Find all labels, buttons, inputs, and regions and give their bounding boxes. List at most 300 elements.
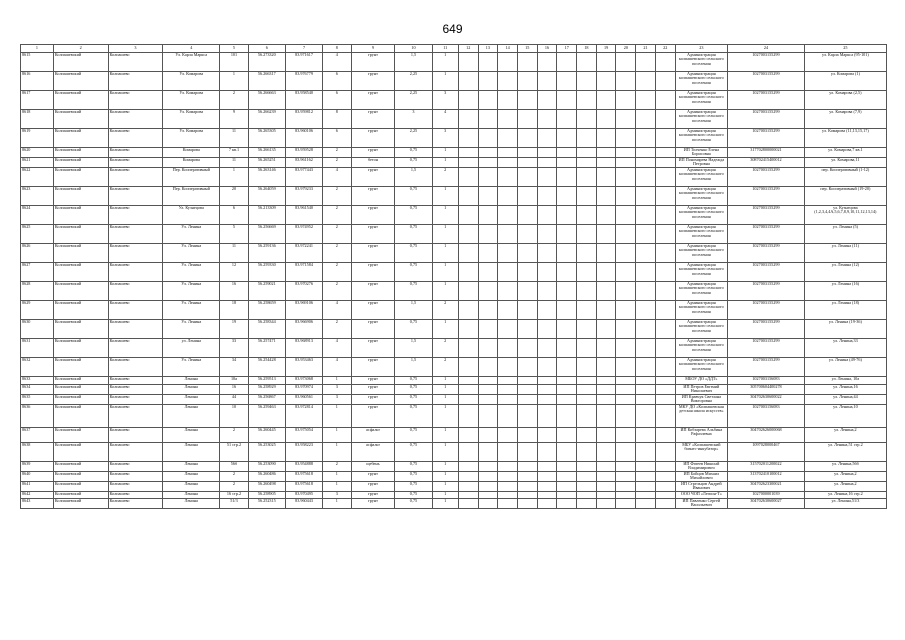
empty-cell [458,91,478,110]
served-address-cell: ул. Ленина,51/3 [804,499,886,509]
empty-cell [616,339,636,358]
settlement-cell: Колпашево [108,53,163,72]
empty-cell [517,481,537,491]
empty-cell [498,384,518,394]
empty-cell [557,225,577,244]
empty-cell [655,148,675,158]
district-cell: Колпашевский [53,158,108,168]
empty-cell [498,481,518,491]
street-cell: Комарова [163,148,220,158]
empty-cell [537,187,557,206]
empty-cell [596,263,616,282]
empty-cell [517,244,537,263]
latitude-cell: 56.253025 [248,442,285,461]
empty-cell [498,377,518,385]
empty-cell [517,428,537,443]
record-id-cell: 8617 [21,91,54,110]
house-number-cell: 10 [220,404,248,428]
surface-type-cell: грунт [351,206,395,225]
empty-cell [577,377,597,385]
container-count-cell: 1 [432,148,458,158]
quantity-cell: 2 [323,282,351,301]
empty-cell [458,481,478,491]
street-cell: Ленина [163,442,220,461]
empty-cell [537,394,557,404]
empty-cell [616,53,636,72]
empty-cell [655,491,675,499]
empty-cell [557,428,577,443]
empty-cell [537,461,557,471]
record-id-cell: 8621 [21,158,54,168]
area-cell: 0,75 [395,158,432,168]
empty-cell [478,481,498,491]
owner-cell: ИП Кравчук Светлана Викторовна [675,394,728,404]
surface-type-cell: грунт [351,53,395,72]
empty-cell [616,384,636,394]
empty-cell [655,206,675,225]
empty-cell [458,301,478,320]
empty-cell [478,282,498,301]
quantity-cell: 4 [323,339,351,358]
district-cell: Колпашевский [53,244,108,263]
empty-cell [636,481,656,491]
record-id-cell: 8616 [21,72,54,91]
empty-cell [517,110,537,129]
latitude-cell: 56.258659 [248,301,285,320]
empty-cell [458,404,478,428]
empty-cell [655,499,675,509]
served-address-cell: ул. Ленина (19-36) [804,320,886,339]
registration-number-cell: 1027003155299 [728,301,805,320]
settlement-cell: Колпашево [108,339,163,358]
empty-cell [478,301,498,320]
empty-cell [517,225,537,244]
empty-cell [458,320,478,339]
empty-cell [478,53,498,72]
quantity-cell: 8 [323,110,351,129]
container-count-cell: 2 [432,168,458,187]
longitude-cell: 83.970495 [285,491,322,499]
quantity-cell: 2 [323,206,351,225]
empty-cell [596,72,616,91]
longitude-cell: 83.972814 [285,404,322,428]
empty-cell [636,394,656,404]
street-cell: Комарова [163,158,220,168]
surface-type-cell: асфальт [351,442,395,461]
table-row [21,244,887,263]
owner-cell: Администрация колпашевского сельского поселения [675,206,728,225]
empty-cell [577,72,597,91]
served-address-cell: ул. Комарова (1) [804,72,886,91]
longitude-cell: 83.976779 [285,72,322,91]
empty-cell [557,187,577,206]
registration-number-cell: 304702623300021 [728,481,805,491]
container-count-cell: 1 [432,72,458,91]
settlement-cell: Колпашево [108,471,163,481]
empty-cell [655,442,675,461]
page-number: 649 [442,22,463,36]
empty-cell [616,282,636,301]
empty-cell [655,461,675,471]
empty-cell [478,404,498,428]
registration-number-cell: 1027003155299 [728,320,805,339]
empty-cell [596,301,616,320]
street-cell: Ул. Комарова [163,129,220,148]
house-number-cell: 5 [220,225,248,244]
table-row [21,301,887,320]
registration-number-cell: 1027000001039 [728,491,805,499]
empty-cell [498,320,518,339]
served-address-cell: ул. Карла Маркса (95-101) [804,53,886,72]
empty-cell [636,244,656,263]
empty-cell [577,428,597,443]
table-row [21,499,887,509]
owner-cell: Администрация колпашевского сельского поселения [675,320,728,339]
empty-cell [478,339,498,358]
house-number-cell: 9 [220,110,248,129]
empty-cell [636,491,656,499]
longitude-cell: 83.961540 [285,206,322,225]
longitude-cell: 83.954888 [285,461,322,471]
column-number-header: 14 [498,45,518,53]
empty-cell [636,225,656,244]
table-row [21,206,887,225]
surface-type-cell: щебень [351,461,395,471]
quantity-cell: 2 [323,158,351,168]
empty-cell [655,339,675,358]
empty-cell [537,384,557,394]
area-cell: 0,75 [395,206,432,225]
empty-cell [478,263,498,282]
empty-cell [517,129,537,148]
empty-cell [596,339,616,358]
longitude-cell: 83.971617 [285,53,322,72]
longitude-cell: 83.979233 [285,187,322,206]
registration-number-cell: 1027003155299 [728,72,805,91]
empty-cell [636,91,656,110]
empty-cell [616,187,636,206]
house-number-cell: 56б [220,461,248,471]
empty-cell [636,471,656,481]
registration-number-cell: 1027003155299 [728,129,805,148]
empty-cell [537,320,557,339]
longitude-cell: 83.970974 [285,384,322,394]
empty-cell [537,471,557,481]
empty-cell [655,320,675,339]
empty-cell [557,481,577,491]
district-cell: Колпашевский [53,358,108,377]
district-cell: Колпашевский [53,471,108,481]
surface-type-cell: грунт [351,148,395,158]
empty-cell [517,320,537,339]
longitude-cell: 83.958223 [285,442,322,461]
record-id-cell: 8639 [21,461,54,471]
quantity-cell: 2 [323,148,351,158]
empty-cell [537,148,557,158]
owner-cell: ИП Стрельцов Андрей Иванович [675,481,728,491]
container-count-cell: 1 [432,491,458,499]
longitude-cell: 83.959812 [285,110,322,129]
column-number-header: 16 [537,45,557,53]
owner-cell: Администрация колпашевского сельского поселения [675,263,728,282]
empty-cell [537,244,557,263]
empty-cell [478,91,498,110]
empty-cell [498,471,518,481]
empty-cell [478,129,498,148]
container-count-cell: 1 [432,394,458,404]
empty-cell [557,339,577,358]
empty-cell [577,129,597,148]
record-id-cell: 8630 [21,320,54,339]
area-cell: 0,75 [395,244,432,263]
latitude-cell: 56.266317 [248,72,285,91]
empty-cell [478,148,498,158]
empty-cell [596,282,616,301]
served-address-cell: ул. Ленина,16 стр.2 [804,491,886,499]
empty-cell [577,320,597,339]
house-number-cell: 1 [220,168,248,187]
empty-cell [517,491,537,499]
record-id-cell: 8643 [21,499,54,509]
latitude-cell: 56.257471 [248,339,285,358]
surface-type-cell: грунт [351,320,395,339]
registration-number-cell: 1027003155299 [728,282,805,301]
surface-type-cell: грунт [351,499,395,509]
served-address-cell: ул. Комарова (11,13,15,17) [804,129,886,148]
latitude-cell: 56.265305 [248,129,285,148]
registration-number-cell: 1027003155299 [728,187,805,206]
empty-cell [636,461,656,471]
empty-cell [478,442,498,461]
street-cell: Ленина [163,394,220,404]
area-cell: 1,5 [395,339,432,358]
served-address-cell: ул. Ленина,16 [804,384,886,394]
empty-cell [636,404,656,428]
house-number-cell: 2 [220,481,248,491]
empty-cell [517,168,537,187]
empty-cell [478,471,498,481]
quantity-cell: 1 [323,404,351,428]
empty-cell [577,499,597,509]
table-row [21,394,887,404]
record-id-cell: 8623 [21,187,54,206]
table-row [21,168,887,187]
table-row [21,282,887,301]
longitude-cell: 83.975618 [285,471,322,481]
empty-cell [458,442,478,461]
container-count-cell: 1 [432,187,458,206]
empty-cell [517,471,537,481]
container-count-cell: 1 [432,244,458,263]
table-row [21,53,887,72]
longitude-cell: 83.975054 [285,428,322,443]
empty-cell [458,53,478,72]
empty-cell [557,491,577,499]
empty-cell [636,72,656,91]
empty-cell [596,244,616,263]
empty-cell [655,481,675,491]
quantity-cell: 2 [323,244,351,263]
empty-cell [596,168,616,187]
record-id-cell: 8627 [21,263,54,282]
table-row [21,72,887,91]
container-count-cell: 2 [432,301,458,320]
street-cell: Ленина [163,404,220,428]
table-row [21,481,887,491]
owner-cell: ИП Бойцов Михаил Михайлович [675,471,728,481]
empty-cell [557,206,577,225]
empty-cell [498,301,518,320]
empty-cell [458,461,478,471]
empty-cell [498,187,518,206]
empty-cell [655,301,675,320]
street-cell: Ленина [163,499,220,509]
empty-cell [478,206,498,225]
house-number-cell: 16 [220,282,248,301]
empty-cell [596,442,616,461]
empty-cell [655,358,675,377]
empty-cell [596,129,616,148]
table-row [21,320,887,339]
owner-cell: Администрация колпашевского сельского поселения [675,244,728,263]
owner-cell: ИП Павленко Сергей Васильевич [675,499,728,509]
empty-cell [498,339,518,358]
empty-cell [596,384,616,394]
empty-cell [596,225,616,244]
surface-type-cell: грунт [351,301,395,320]
empty-cell [478,168,498,187]
empty-cell [636,158,656,168]
column-number-header: 3 [108,45,163,53]
column-number-header: 18 [577,45,597,53]
empty-cell [498,491,518,499]
empty-cell [596,481,616,491]
empty-cell [596,91,616,110]
empty-cell [616,91,636,110]
area-cell: 0,75 [395,481,432,491]
empty-cell [557,442,577,461]
district-cell: Колпашевский [53,301,108,320]
empty-cell [596,471,616,481]
latitude-cell: 56.259463 [248,404,285,428]
district-cell: Колпашевский [53,282,108,301]
empty-cell [458,187,478,206]
table-row [21,442,887,461]
served-address-cell: ул. Ленина,2 [804,428,886,443]
settlement-cell: Колпашево [108,358,163,377]
empty-cell [537,225,557,244]
area-cell: 0,75 [395,187,432,206]
settlement-cell: Колпашево [108,148,163,158]
column-number-header: 5 [220,45,248,53]
empty-cell [478,377,498,385]
column-number-header: 1 [21,45,54,53]
registration-number-cell: 1027003156083 [728,377,805,385]
house-number-cell: 34 [220,358,248,377]
owner-cell: Администрация колпашевского сельского поселения [675,301,728,320]
surface-type-cell: грунт [351,129,395,148]
served-address-cell: ул. Ленина,44 [804,394,886,404]
table-row [21,91,887,110]
empty-cell [498,428,518,443]
empty-cell [596,428,616,443]
empty-cell [557,377,577,385]
container-count-cell: 1 [432,158,458,168]
column-number-header: 22 [655,45,675,53]
empty-cell [478,499,498,509]
area-cell: 0,75 [395,499,432,509]
record-id-cell: 8628 [21,282,54,301]
empty-cell [577,384,597,394]
latitude-cell: 56.213309 [248,206,285,225]
empty-cell [655,428,675,443]
served-address-cell: ул. Ленина,2 [804,481,886,491]
latitude-cell: 56.258929 [248,384,285,394]
registration-number-cell: 304702630600027 [728,499,805,509]
empty-cell [537,442,557,461]
container-count-cell: 1 [432,428,458,443]
container-count-cell: 4 [432,110,458,129]
settlement-cell: Колпашево [108,110,163,129]
empty-cell [498,282,518,301]
column-number-header: 20 [616,45,636,53]
district-cell: Колпашевский [53,339,108,358]
empty-cell [636,148,656,158]
area-cell: 2,25 [395,72,432,91]
latitude-cell: 56.266135 [248,148,285,158]
empty-cell [557,263,577,282]
house-number-cell: 2 [220,428,248,443]
table-row [21,404,887,428]
house-number-cell: 7 кв.1 [220,148,248,158]
registration-number-cell: 315702011200022 [728,461,805,471]
empty-cell [517,206,537,225]
empty-cell [458,129,478,148]
empty-cell [557,404,577,428]
column-number-header: 12 [458,45,478,53]
empty-cell [577,339,597,358]
served-address-cell: ул. Комарова,7 кв.1 [804,148,886,158]
empty-cell [458,384,478,394]
empty-cell [577,244,597,263]
quantity-cell: 1 [323,481,351,491]
longitude-cell: 83.972241 [285,244,322,263]
empty-cell [537,206,557,225]
settlement-cell: Колпашево [108,499,163,509]
record-id-cell: 8632 [21,358,54,377]
area-cell: 0,75 [395,320,432,339]
empty-cell [537,377,557,385]
latitude-cell: 56.264059 [248,187,285,206]
empty-cell [478,110,498,129]
empty-cell [498,358,518,377]
container-count-cell: 1 [432,282,458,301]
record-id-cell: 8636 [21,404,54,428]
empty-cell [478,394,498,404]
column-number-header: 6 [248,45,285,53]
empty-cell [636,110,656,129]
latitude-cell: 56.259330 [248,263,285,282]
settlement-cell: Колпашево [108,428,163,443]
empty-cell [478,225,498,244]
settlement-cell: Колпашево [108,72,163,91]
surface-type-cell: грунт [351,491,395,499]
empty-cell [458,428,478,443]
quantity-cell: 4 [323,301,351,320]
quantity-cell: 1 [323,471,351,481]
empty-cell [537,404,557,428]
empty-cell [636,53,656,72]
